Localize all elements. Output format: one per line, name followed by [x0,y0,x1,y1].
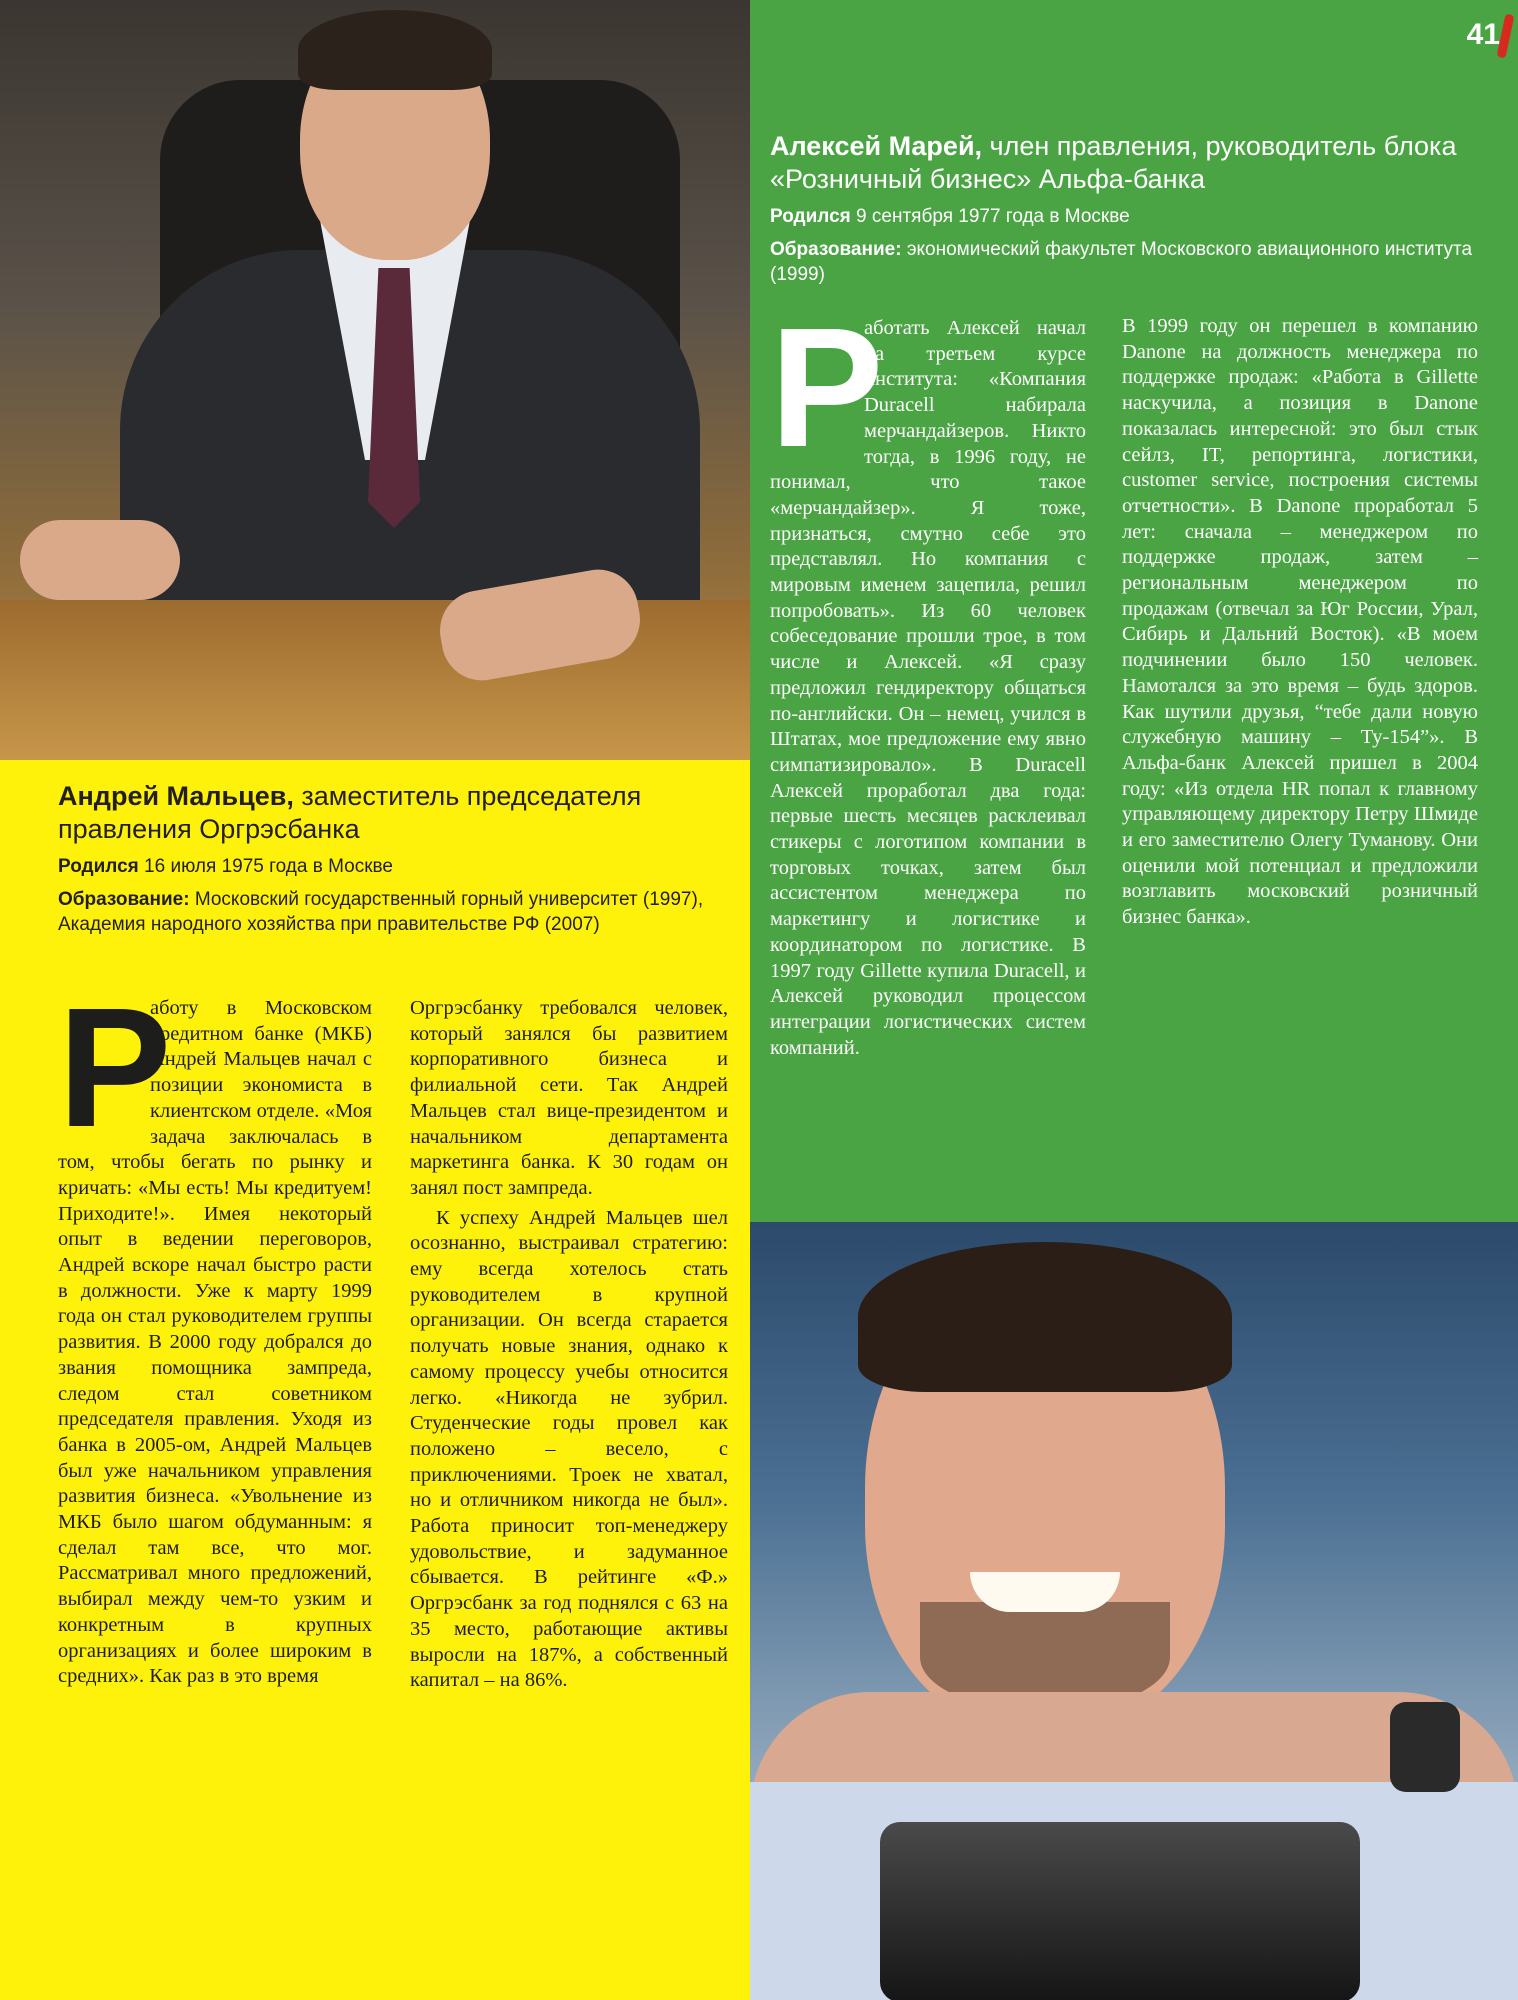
education-info [58,887,718,937]
drop-cap: Р [58,973,172,1163]
article-column-1 [770,293,1086,1061]
left-hand [20,520,180,600]
article-paragraph [770,293,1086,1061]
wristwatch [1390,1702,1460,1792]
article-paragraph: К успеху Андрей Мальцев шел осознанно, выстраивал стратегию: ему всегда хотелось стать руководителем в крупной организации. Он всегда старается получать новые знания, однако к самому процессу учебы относится легко. «Никогда не зубрил. Студенческие годы провел как положено – весело, с приключениями. Троек не хватал, но и отличником никогда не был». Работа приносит топ-менеджеру удовольствие, и задуманное сбывается. В рейтинге «Ф.» Оргрэсбанк за год поднялся с 63 на 35 место, работающие активы выросли на 187%, а собственный капитал – на 86%. [410,1206,728,1692]
article-paragraph: В 1999 году он перешел в компанию Danone на должность менеджера по поддержке продаж: «Работа в Gillette наскучила, а позиция в Danone показалась интересной: это был стык сейлз, IT, репортинга, логистики, customer service, построения системы отчетности». В Danone проработал 5 лет: сначала – менеджером по поддержке продаж, затем – региональным менеджером по продажам (отвечал за Юг России, Урал, Сибирь и Дальний Восток). «В моем подчинении было 150 человек. Намотался за это время – будь здоров. Как шутили друзья, “тебе дали новую служебную машину – Ту-154”». В Альфа-банк Алексей пришел в 2004 году: «Из отдела HR попал к главному управляющему директору Петру Шмиде и его заместителю Олегу Туманову. Они оценили мой потенциал и предложили возглавить московский розничный бизнес банка». [1122,315,1478,929]
birth-label: Родился [770,206,851,227]
photo-alexey-marey [750,1222,1518,2000]
bio-header-alexey [770,130,1500,287]
article-column-2 [410,996,728,1694]
name-title [770,130,1500,196]
birth-info [770,204,1500,229]
page-number: 41 [1466,18,1500,51]
hair [298,10,492,90]
birth-value: 9 сентября 1977 года в Москве [850,206,1130,227]
person-name: Алексей Марей, [770,131,983,161]
birth-value: 16 июля 1975 года в Москве [138,856,393,877]
education-label: Образование: [58,889,190,910]
education-value: Московский государственный горный университет (1997), Академия народного хозяйства при правительстве РФ (2007) [58,889,704,935]
article-column-1 [58,973,372,1690]
paragraph-text: аботать Алексей начал на третьем курсе института: «Компания Duracell набирала мерчандайзеров. Никто тогда, в 1996 году, не понимал, что такое «мерчандайзер». Я тоже, признаться, смутно себе это представлял. Но компания с мировым именем зацепила, решил попробовать». Из 60 человек собеседование прошли трое, в том числе и Алексей. «Я сразу предложил гендиректору общаться по-английски. Он – немец, учился в Штатах, мое предложение ему явно симпатизировало». В Duracell Алексей проработал два года: первые шесть месяцев расклеивал стикеры с логотипом компании в торговых точках, затем был ассистентом менеджера по маркетингу и логистике и координатором по логистике. В 1997 году Gillette купила Duracell, и Алексей руководил процессом интеграции логистических систем компаний. [770,317,1086,1059]
person-position: член правления, руководитель блока «Розничный бизнес» Альфа-банка [770,131,1457,194]
hair [858,1242,1232,1392]
birth-info [58,854,718,879]
education-value: экономический факультет Московского авиационного института (1999) [770,239,1473,285]
green-block [750,0,1518,1222]
smile [970,1572,1120,1612]
name-title [58,780,718,846]
hinged-box [880,1822,1360,2000]
bio-header-andrey [58,780,718,937]
paragraph-text: аботу в Московском кредитном банке (МКБ) Андрей Мальцев начал с позиции экономиста в клиентском отделе. «Моя задача заключалась в том, чтобы бегать по рынку и кричать: «Мы есть! Мы кредитуем! Приходите!». Имея некоторый опыт в ведении переговоров, Андрей вскоре начал быстро расти в должности. Уже к марту 1999 года он стал руководителем группы развития. В 2000 году добрался до звания помощника зампреда, следом стал советником председателя правления. Уходя из банка в 2005-ом, Андрей Мальцев был уже начальником управления развития бизнеса. «Увольнение из МКБ было шагом обдуманным: я сделал там все, что мог. Рассматривал много предложений, выбирал между чем-то узким и конкретным в крупных организациях и более широким в средних». Как раз в это время [58,997,372,1688]
person-position: заместитель председателя правления Оргрэсбанка [58,781,642,844]
photo-andrey-maltsev [0,0,750,760]
article-paragraph: Оргрэсбанку требовался человек, который занялся бы развитием корпоративного бизнеса и филиальной сети. Так Андрей Мальцев стал вице-президентом и начальником департамента маркетинга банка. К 30 годам он занял пост зампреда. [410,997,728,1199]
education-label: Образование: [770,239,902,260]
article-paragraph [58,973,372,1690]
yellow-block [0,760,750,2000]
birth-label: Родился [58,856,139,877]
drop-cap: Р [770,293,884,483]
education-info [770,237,1500,287]
article-column-2 [1122,314,1478,931]
person-name: Андрей Мальцев, [58,781,294,811]
